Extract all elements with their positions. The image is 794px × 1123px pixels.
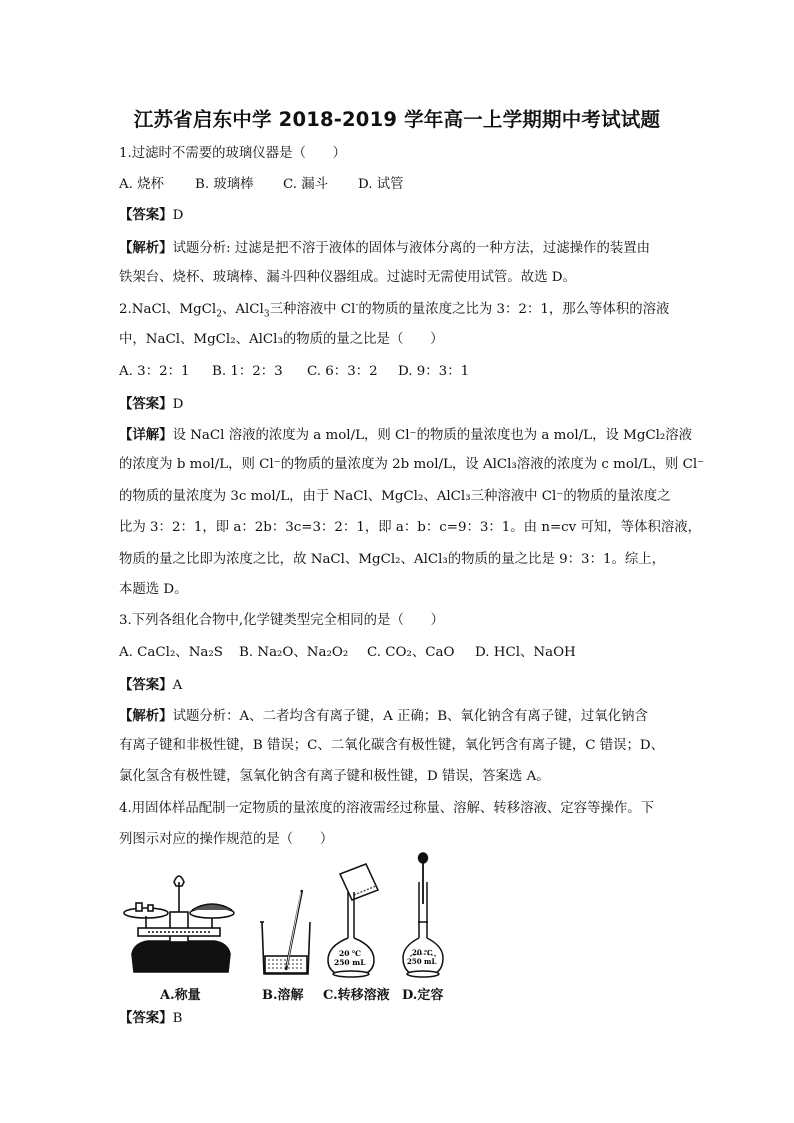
q3-option-d: D. HCl、NaOH	[475, 645, 576, 660]
q1-analysis-line-1	[119, 238, 650, 259]
figure-caption-c: C.转移溶液	[323, 988, 390, 1003]
answer-value: B	[172, 1011, 183, 1026]
q2-stem-part: 三种溶液中 Cl	[269, 302, 356, 317]
q1-option-d: D. 试管	[358, 177, 404, 192]
page-title: 江苏省启东中学 2018-2019 学年高一上学期期中考试试题	[133, 108, 661, 131]
superscript: -	[355, 300, 359, 311]
q3-stem: 3.下列各组化合物中,化学键类型完全相同的是（ ）	[119, 613, 445, 628]
q3-answer	[119, 675, 182, 696]
q3-options	[119, 643, 576, 663]
answer-value: D	[172, 397, 184, 412]
analysis-label: 【解析】	[119, 708, 173, 724]
subscript: 2	[216, 309, 222, 320]
answer-label: 【答案】	[119, 1010, 173, 1026]
q2-options	[119, 362, 469, 382]
q2-option-a: A. 3：2：1	[119, 364, 190, 379]
flask-volume-label: 250 mL	[334, 958, 366, 967]
analysis-text: 试题分析：A、二者均含有离子键，A 正确；B、氧化钠含有离子键，过氧化钠含	[172, 709, 648, 724]
q1-analysis-line-2: 铁架台、烧杯、玻璃棒、漏斗四种仪器组成。过滤时无需使用试管。故选 D。	[119, 270, 576, 285]
q3-analysis-line-3: 氯化氢含有极性键，氢氧化钠含有离子键和极性键，D 错误，答案选 A。	[119, 769, 550, 784]
flask-temp-label: 20 ℃	[412, 948, 433, 957]
q2-answer	[119, 394, 183, 415]
q2-detail-line-4: 比为 3：2：1，即 a：2b：3c=3：2：1，即 a：b：c=9：3：1。由 n=cv 可知，等体积溶液，	[119, 520, 701, 535]
q3-analysis-line-1	[119, 706, 648, 727]
answer-label: 【答案】	[119, 677, 173, 693]
q2-stem-line-2: 中，NaCl、MgCl₂、AlCl₃的物质的量之比是（ ）	[119, 332, 444, 347]
subscript: 3	[263, 309, 270, 320]
figure-caption-a: A.称量	[160, 988, 201, 1003]
q3-analysis-line-2: 有离子键和非极性键，B 错误；C、二氧化碳含有极性键，氧化钙含有离子键，C 错误；D、	[119, 738, 665, 753]
q1-options	[119, 175, 404, 195]
flask-temp-label: 20 ℃	[339, 949, 362, 958]
q3-option-a: A. CaCl₂、Na₂S	[119, 645, 223, 660]
analysis-text: 试题分析: 过滤是把不溶于液体的固体与液体分离的一种方法，过滤操作的装置由	[172, 241, 650, 256]
answer-label: 【答案】	[119, 396, 173, 412]
q2-detail-line-3: 的物质的量浓度为 3c mol/L，由于 NaCl、MgCl₂、AlCl₃三种溶液中 Cl⁻的物质的量浓度之	[119, 489, 671, 504]
q1-option-a: A. 烧杯	[119, 177, 164, 192]
q3-option-b: B. Na₂O、Na₂O₂	[239, 645, 349, 660]
q2-option-c: C. 6：3：2	[307, 364, 378, 379]
flask-volume-label: 250 mL	[407, 957, 437, 966]
beaker-figure	[258, 888, 314, 978]
detail-label: 【详解】	[119, 427, 173, 443]
q2-detail-line-2: 的浓度为 b mol/L，则 Cl⁻的物质的量浓度为 2b mol/L，设 AlCl₃溶液的浓度为 c mol/L，则 Cl⁻	[119, 457, 705, 472]
q1-answer	[119, 205, 183, 226]
q3-option-c: C. CO₂、CaO	[367, 645, 455, 660]
q2-detail-line-1	[119, 425, 692, 446]
q2-stem-part: 、AlCl	[221, 302, 264, 317]
answer-label: 【答案】	[119, 207, 173, 223]
q1-option-c: C. 漏斗	[283, 177, 329, 192]
q2-detail-line-6: 本题选 D。	[119, 582, 188, 597]
figure-caption-d: D.定容	[402, 988, 444, 1003]
analysis-label: 【解析】	[119, 240, 173, 256]
answer-value: A	[172, 678, 183, 693]
detail-text: 设 NaCl 溶液的浓度为 a mol/L，则 Cl⁻的物质的量浓度也为 a mol/L，设 MgCl₂溶液	[172, 428, 693, 443]
q2-option-b: B. 1：2：3	[212, 364, 283, 379]
q2-detail-line-5: 物质的量之比即为浓度之比，故 NaCl、MgCl₂、AlCl₃的物质的量之比是 9：3：1。综上，	[119, 552, 666, 567]
q1-stem: 1.过滤时不需要的玻璃仪器是（ ）	[119, 146, 347, 161]
q4-stem-line-2: 列图示对应的操作规范的是（ ）	[119, 832, 334, 847]
flask-dropper-figure	[400, 852, 450, 980]
balance-figure	[118, 868, 240, 978]
q1-option-b: B. 玻璃棒	[195, 177, 254, 192]
q4-stem-line-1: 4.用固体样品配制一定物质的量浓度的溶液需经过称量、溶解、转移溶液、定容等操作。下	[119, 801, 655, 816]
q2-stem-part: 2.NaCl、MgCl	[119, 302, 217, 317]
q2-stem-part: 的物质的量浓度之比为 3：2：1，那么等体积的溶液	[358, 302, 670, 317]
figure-caption-b: B.溶解	[262, 988, 304, 1003]
q2-option-d: D. 9：3：1	[398, 364, 470, 379]
answer-value: D	[172, 208, 184, 223]
flask-transfer-figure	[322, 860, 384, 980]
q4-answer	[119, 1008, 182, 1029]
q2-stem-line-1	[119, 300, 669, 320]
